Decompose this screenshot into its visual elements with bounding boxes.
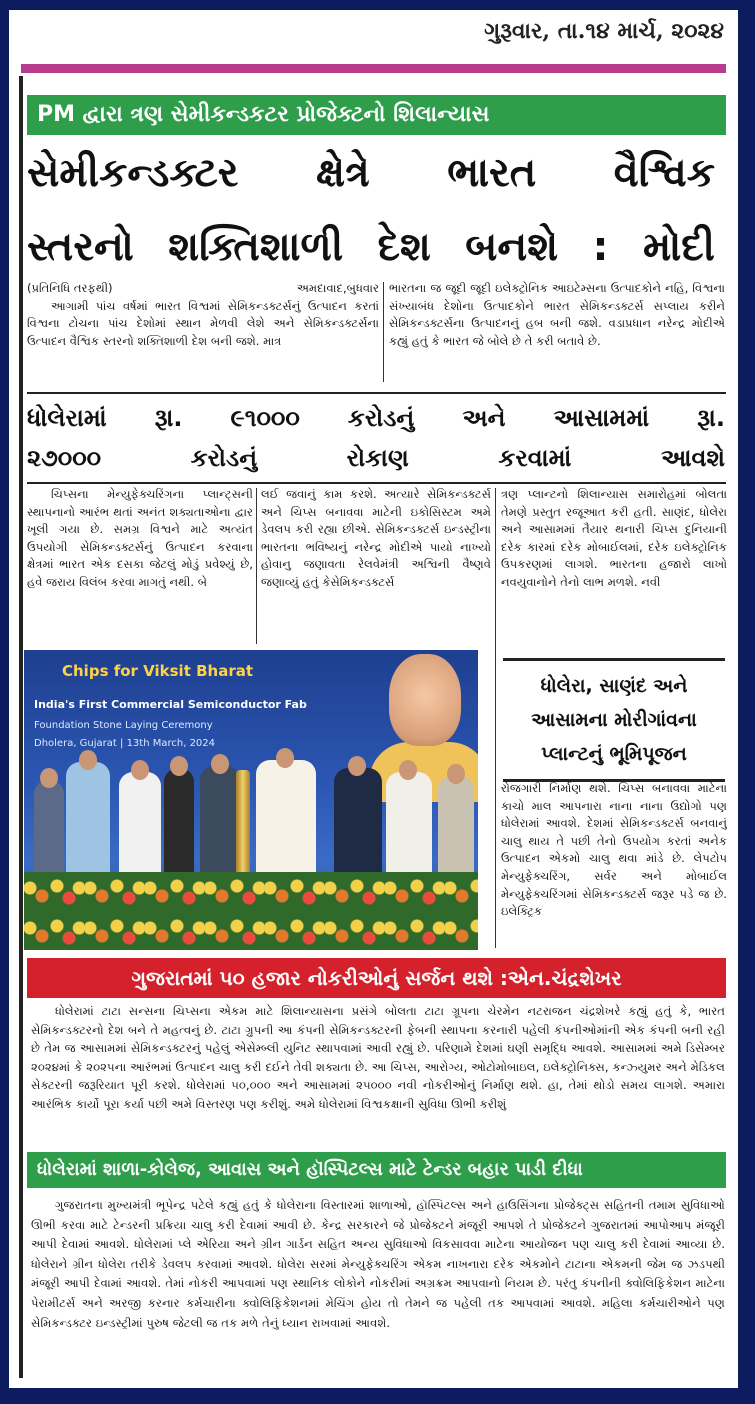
headline2-line-1: ધોલેરામાં રૂા. ૯૧૦૦૦ કરોડનું અને આસામમાં રૂા. [27, 404, 725, 432]
intro-right-text: ભારતના જ જૂદી જૂદી ઇલેક્ટ્રોનિક આઇટેમ્સના ઉત્પાદકોને નહિ, વિશ્વના સંખ્યાબંધ દેશોના ઉત્પાદકોને ભારત સેમિકન્ડક્ટર્સ સપ્લાય કરીને સેમિકન્ડક્ટર્સના ઉત્પાદનનું હબ બની જશે. વડાપ્રધાન નરેન્દ્ર મોદીએ કહ્યું હતું કે ભારત જે બોલે છે તે કરી બતાવે છે. [389, 281, 725, 348]
person-figure [200, 766, 240, 880]
person-figure [34, 780, 64, 880]
person-head [40, 768, 58, 788]
person-head [399, 760, 417, 780]
section-rule [27, 392, 726, 394]
photo-banner-subtitle: India's First Commercial Semiconductor Fab [34, 698, 307, 711]
column-3-text: ત્રણ પ્લાન્ટનો શિલાન્યાસ સમારોહમાં બોલતા તેમણે પ્રસ્તુત રજૂઆત કરી હતી. સાણંદ, ધોલેરા અને આસામમાં તૈયાર થનારી ચિપ્સ દુનિયાની દરેક કારમાં દરેક મોબાઈલમાં, દરેક ઇલેક્ટ્રોનિક ઉપકરણમાં લાગશે. ભારતના હજારો લાખો નવયુવાનોને તેનો લાભ મળશે. નવી [501, 487, 727, 589]
person-head [447, 764, 465, 784]
person-head [348, 756, 366, 776]
photo-banner-title: Chips for Viksit Bharat [62, 662, 254, 680]
kicker-text: PM દ્વારા ત્રણ સેમીકન્ડકટર પ્રોજેક્ટનો શિલાન્યાસ [37, 102, 490, 127]
person-figure [164, 768, 194, 880]
column-3b-text: રોજગારી નિર્માણ થશે. ચિપ્સ બનાવવા માટેના કાચો માલ આપનારા નાના નાના ઉદ્યોગો પણ ધોલેરામાં આવશે. દેશમાં સેમિકન્ડક્ટર્સ બનવાનું ચાલુ થાય તે પછી તેનો ઉપયોગ કરતાં અનેક ઉત્પાદન એકમો ચાલુ થવા માંડે છે. લેપટોપ મેન્યુફેક્ચરિંગ, સર્વર અને મોબાઈલ મેન્યુફેક્ચરિંગમાં સેમિકન્ડક્ટર્સ જરૂર પડે જ છે. ઇલેક્ટ્રિક [501, 781, 727, 919]
column-divider [256, 488, 257, 644]
headline-line-2: સ્તરનો શક્તિશાળી દેશ બનશે : મોદી [27, 224, 715, 270]
person-figure [256, 760, 316, 880]
kicker-banner [27, 95, 726, 135]
person-head [79, 750, 97, 770]
person-head [170, 756, 188, 776]
newspaper-page [9, 10, 738, 1388]
person-figure [334, 768, 382, 880]
byline: (પ્રતિનિધિ તરફથી) [27, 281, 113, 295]
jobs-article-text: ધોલેરામાં ટાટા સન્સના ચિપ્સના એકમ માટે શિલાન્યાસના પ્રસંગે બોલતા ટાટા ગ્રૂપના ચેરમેન નટરાજન ચંદ્રશેખરે કહ્યું હતું કે, ભારત સેમિકન્ડક્ટરનો દેશ બને તે મહત્વનું છે. ટાટા ગ્રુપની આ કંપની સેમિકન્ડક્ટરની ફેબની સ્થાપના કરનારી પહેલી કંપનીઓમાંની એક કંપની બની રહી છે તેમ જ આસામમાં સેમિકન્ડક્ટરનું પહેલું એસેમ્બ્લી યુનિટ સ્થાપવામાં આવી રહ્યું છે. પરિણામે દેશમાં ઘણી સમૃદ્ધિ આવશે. આસામમાં અમે ડિસેમ્બર ૨૦૨૪માં કે ૨૦૨૫ના આરંભમાં ઉત્પાદન ચાલુ કરી દઈને તેવી શક્યતા છે. આ ચિપ્સ, આરોગ્ય, ઓટોમોબાઇલ, ઇલેક્ટ્રોનિક્સ, કન્ઝ્યુમર અને મેડિકલ સેક્ટરની જરૂરિયાત પૂરી કરશે. ધોલેરામાં ૫૦,૦૦૦ અને આસામમાં ૨૫૦૦૦ નવી નોકરીઓનું નિર્માણ થશે. હા, તેમાં થોડો સમય લાગશે. અમારા આરંભિક કાર્યો પૂરા કર્યા પછી અમે વિસ્તરણ પણ કરીશું. અમે ધોલેરામાં વિશ્વકક્ષાની સુવિધા ઊભી કરીશું [31, 1004, 725, 1111]
tender-banner-text: ધોલેરામાં શાળા-કોલેજ, આવાસ અને હૉસ્પિટલ્સ માટે ટેન્ડર બહાર પાડી દીધા [37, 1159, 583, 1180]
tender-banner [27, 1152, 726, 1188]
subheadline-text: ધોલેરા, સાણંદ અને આસામના મોરીગાંવના પ્લાન્ટનું ભૂમિપૂજન [531, 675, 697, 765]
person-figure [119, 772, 161, 880]
subheadline-box [503, 658, 725, 782]
column-divider [383, 282, 384, 382]
photo-banner-ceremony: Foundation Stone Laying Ceremony [34, 720, 213, 731]
jobs-banner-text: ગુજરાતમાં ૫૦ હજાર નોકરીઓનું સર્જન થશે :એન.ચંદ્રશેખર [131, 966, 622, 990]
flower-arrangement [24, 872, 478, 950]
jobs-banner [27, 958, 726, 998]
left-border-rule [19, 76, 23, 1378]
intro-left-text: આગામી પાંચ વર્ષમાં ભારત વિશ્વમાં સેમિકન્ડક્ટર્સનું ઉત્પાદન કરતાં વિશ્વના ટોચના પાંચ દેશોમાં સ્થાન મેળવી લેશે અને સેમિકન્ડક્ટર્સના ઉત્પાદન વૈશ્વિક સ્તરનો શક્તિશાળી દેશ બની જશે. માત્ર [27, 298, 379, 348]
portrait-face [389, 654, 461, 746]
person-figure [66, 762, 110, 880]
ceremonial-lamp [236, 770, 250, 880]
person-figure [386, 772, 432, 880]
header-rule [21, 64, 726, 73]
tender-article-text: ગુજરાતના મુખ્યમંત્રી ભૂપેન્દ્ર પટેલે કહ્યું હતું કે ધોલેરાના વિસ્તારમાં શાળાઓ, હૉસ્પિટલ્સ અને હાઉસિંગના પ્રોજેક્ટ્સ સહિતની તમામ સુવિધાઓ ઊભી કરવા માટે ટેન્ડરની પ્રક્રિયા ચાલુ કરી દેવામાં આવી છે. કેન્દ્ર સરકારને જે પ્રોજેક્ટને મંજૂરી આપશે તે પ્રોજેક્ટને ગુજરાતમાં આપોઆપ મંજૂરી આપી દેવામાં આવશે. ધોલેરામાં પ્લે એરિયા અને ગ્રીન ગાર્ડન સહિત અન્ય સુવિધાઓ વિકસાવવા માટેના આયોજન પણ ચાલુ કરી દેવામાં આવ્યા છે. ધોલેરાને ગ્રીન ધોલેરા તરીકે ડેવલપ કરવામાં આવશે. ધોલેરા સરમાં મેન્યુફેક્ચરિંગ એકમ નાખનારા દરેક એકમોને ટાટાના એકમની જેમ જ ઝડપથી મંજૂરી આપી દેવામાં આવશે. તેમાં નોકરી આપવામાં પણ સ્થાનિક લોકોને નોકરીમાં અગ્રક્રમ આપવાનો નિયમ છે. પરંતુ કંપનીની ક્વોલિફિકેશન માટેના પેરામીટર્સ અને અરજી કરનાર કર્મચારીના ક્વોલિફિકેશનમાં મેચિંગ હોય તો તેમને જ પહેલી તક આપવામાં આવશે. મહિલા કર્મચારીઓને પણ સેમિકન્ડક્ટર ઇન્ડસ્ટ્રીમાં પુરુષ જેટલી જ તક મળે તેનું ધ્યાન રાખવામાં આવશે. [31, 1198, 725, 1330]
dateline-place: અમદાવાદ,બુધવાર [296, 281, 379, 295]
headline-line-1: સેમીકન્ડક્ટર ક્ષેત્રે ભારત વૈશ્વિક [27, 150, 715, 196]
person-head [131, 760, 149, 780]
column-2-text: લઈ જવાનું કામ કરશે. અત્યારે સેમિકન્ડક્ટર્સ અને ચિપ્સ બનાવવા માટેની ઇકોસિસ્ટમ અમે ડેવલપ કરી રહ્યા છીએ. સેમિકન્ડક્ટર્સ ઇન્ડસ્ટ્રીના ભારતના ભવિષ્યનું નરેન્દ્ર મોદીએ પાયો નાખ્યો હોવાનુ જણાવતા રેલવેમંત્રી અશ્વિની વૈષ્ણવે જણાવ્યું હતું કેસેમિકન્ડક્ટર્સ [261, 487, 491, 589]
person-head [276, 748, 294, 768]
person-head [211, 754, 229, 774]
dateline: ગુરૂવાર, તા.૧૪ માર્ચ, ૨૦૨૪ [484, 18, 724, 44]
column-1-text: ચિપ્સના મેન્યુફેક્ચરિંગના પ્લાન્ટ્સની સ્થાપનાનો આરંભ થતાં અનંત શક્યતાઓના દ્વાર ખૂલી ગયા છે. સમગ્ર વિશ્વને માટે અત્યંત ઉપયોગી સેમિકન્ડક્ટર્સનું ઉત્પાદન કરવાના ક્ષેત્રમાં ભારત એક દસકા જેટલું મોડું પ્રવેશ્યું છે, હવે જરાય વિલંબ કરવા માગતું નથી. બે [27, 487, 253, 589]
section-rule-2 [27, 482, 726, 484]
ceremony-photo [24, 650, 478, 950]
person-figure [438, 776, 474, 880]
intro-left [27, 280, 379, 388]
column-divider [495, 488, 496, 948]
photo-banner-location: Dholera, Gujarat | 13th March, 2024 [34, 738, 216, 749]
headline2-line-2: ૨૭૦૦૦ કરોડનું રોકાણ કરવામાં આવશે [27, 444, 725, 472]
